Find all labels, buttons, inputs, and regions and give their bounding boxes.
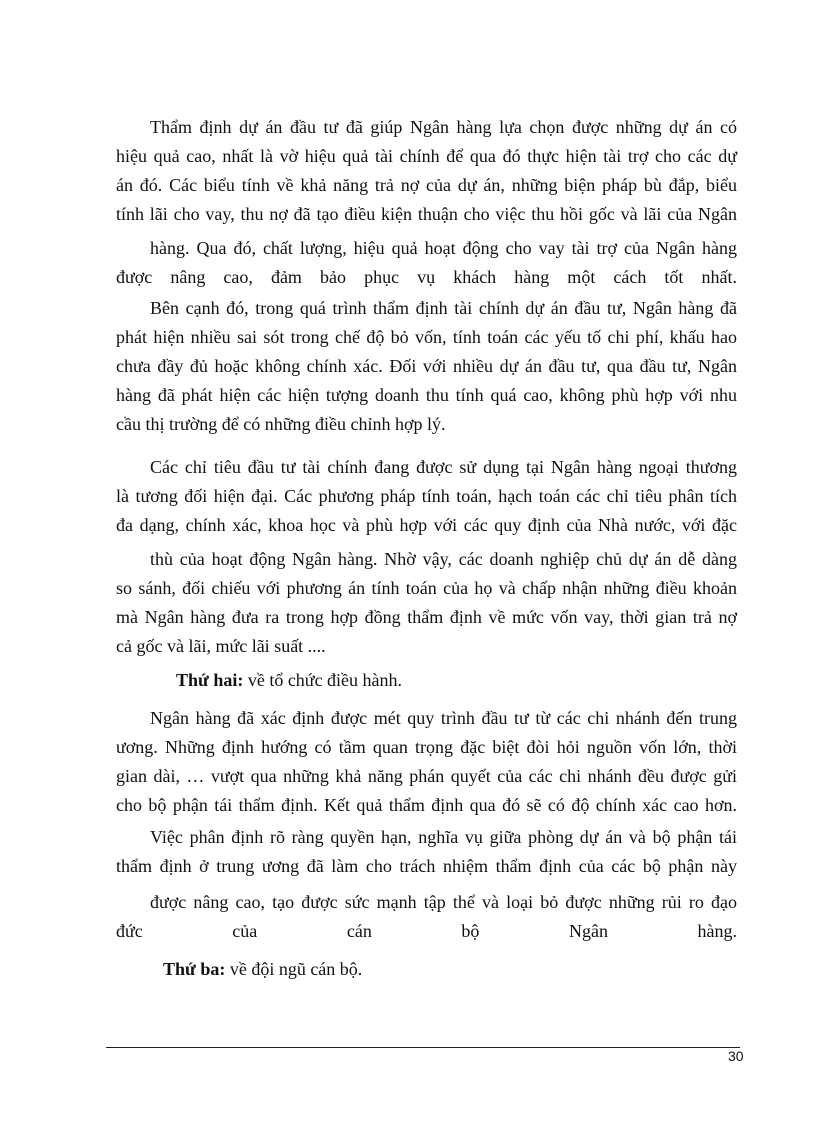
text-line: là tương đối hiện đại. Các phương pháp tính toán, hạch toán các chỉ tiêu phân tích <box>116 486 737 506</box>
text-line: cho bộ phận tái thẩm định. Kết quả thẩm định qua đó sẽ có độ chính xác cao hơn. <box>116 795 737 815</box>
footer-rule <box>106 1047 740 1048</box>
text-line: cầu thị trường để có những điều chỉnh hợp lý. <box>116 414 446 434</box>
text-line: thù của hoạt động Ngân hàng. Nhờ vậy, các doanh nghiệp chủ dự án dễ dàng <box>150 549 737 569</box>
text-line: Việc phân định rõ ràng quyền hạn, nghĩa vụ giữa phòng dự án và bộ phận tái <box>150 827 737 847</box>
text-line: mà Ngân hàng đưa ra trong hợp đồng thẩm định về mức vốn vay, thời gian trả nợ <box>116 607 737 627</box>
heading-label: Thứ ba: <box>163 959 226 979</box>
section-heading <box>176 669 402 691</box>
page-number: 30 <box>728 1048 744 1064</box>
heading-label: Thứ hai: <box>176 670 244 690</box>
text-line: thẩm định ở trung ương đã làm cho trách nhiệm thẩm định của các bộ phận này <box>116 856 737 876</box>
text-line: Bên cạnh đó, trong quá trình thẩm định tài chính dự án đầu tư, Ngân hàng đã <box>150 298 737 318</box>
text-line: đa dạng, chính xác, khoa học và phù hợp với các quy định của Nhà nước, với đặc <box>116 515 737 535</box>
text-line: án đó. Các biểu tính về khả năng trả nợ của dự án, những biện pháp bù đắp, biểu <box>116 175 737 195</box>
heading-text: về tổ chức điều hành. <box>243 670 403 690</box>
text-line: hàng. Qua đó, chất lượng, hiệu quả hoạt động cho vay tài trợ của Ngân hàng <box>150 238 737 258</box>
text-line: Ngân hàng đã xác định được mét quy trình đầu tư từ các chi nhánh đến trung <box>150 708 737 728</box>
text-line: tính lãi cho vay, thu nợ đã tạo điều kiện thuận cho việc thu hồi gốc và lãi của Ngân <box>116 204 737 224</box>
text-line: được nâng cao, đảm bảo phục vụ khách hàng một cách tốt nhất. <box>116 267 737 287</box>
text-line: hàng đã phát hiện các hiện tượng doanh thu tính quá cao, không phù hợp với nhu <box>116 385 737 405</box>
text-line: phát hiện nhiều sai sót trong chế độ bỏ vốn, tính toán các yếu tố chi phí, khấu hao <box>116 327 737 347</box>
section-heading <box>163 958 362 980</box>
text-line: Thẩm định dự án đầu tư đã giúp Ngân hàng lựa chọn được những dự án có <box>150 117 737 137</box>
text-line: chưa đầy đủ hoặc không chính xác. Đối với nhiều dự án đầu tư, qua đầu tư, Ngân <box>116 356 737 376</box>
heading-text: về đội ngũ cán bộ. <box>225 959 363 979</box>
text-line: gian dài, … vượt qua những khả năng phán quyết của các chi nhánh đều được gửi <box>116 766 737 786</box>
text-line: cả gốc và lãi, mức lãi suất .... <box>116 636 326 656</box>
text-line: hiệu quả cao, nhất là vờ hiệu quả tài chính để qua đó thực hiện tài trợ cho các dự <box>116 146 737 166</box>
text-line: so sánh, đối chiếu với phương án tính toán của họ và chấp nhận những điều khoản <box>116 578 737 598</box>
text-line: được nâng cao, tạo được sức mạnh tập thể và loại bỏ được những rủi ro đạo <box>150 892 737 912</box>
text-line: Các chỉ tiêu đầu tư tài chính đang được sử dụng tại Ngân hàng ngoại thương <box>150 457 737 477</box>
text-line: đức của cán bộ Ngân hàng. <box>116 921 737 941</box>
text-line: ương. Những định hướng có tầm quan trọng đặc biệt đòi hỏi nguồn vốn lớn, thời <box>116 737 737 757</box>
